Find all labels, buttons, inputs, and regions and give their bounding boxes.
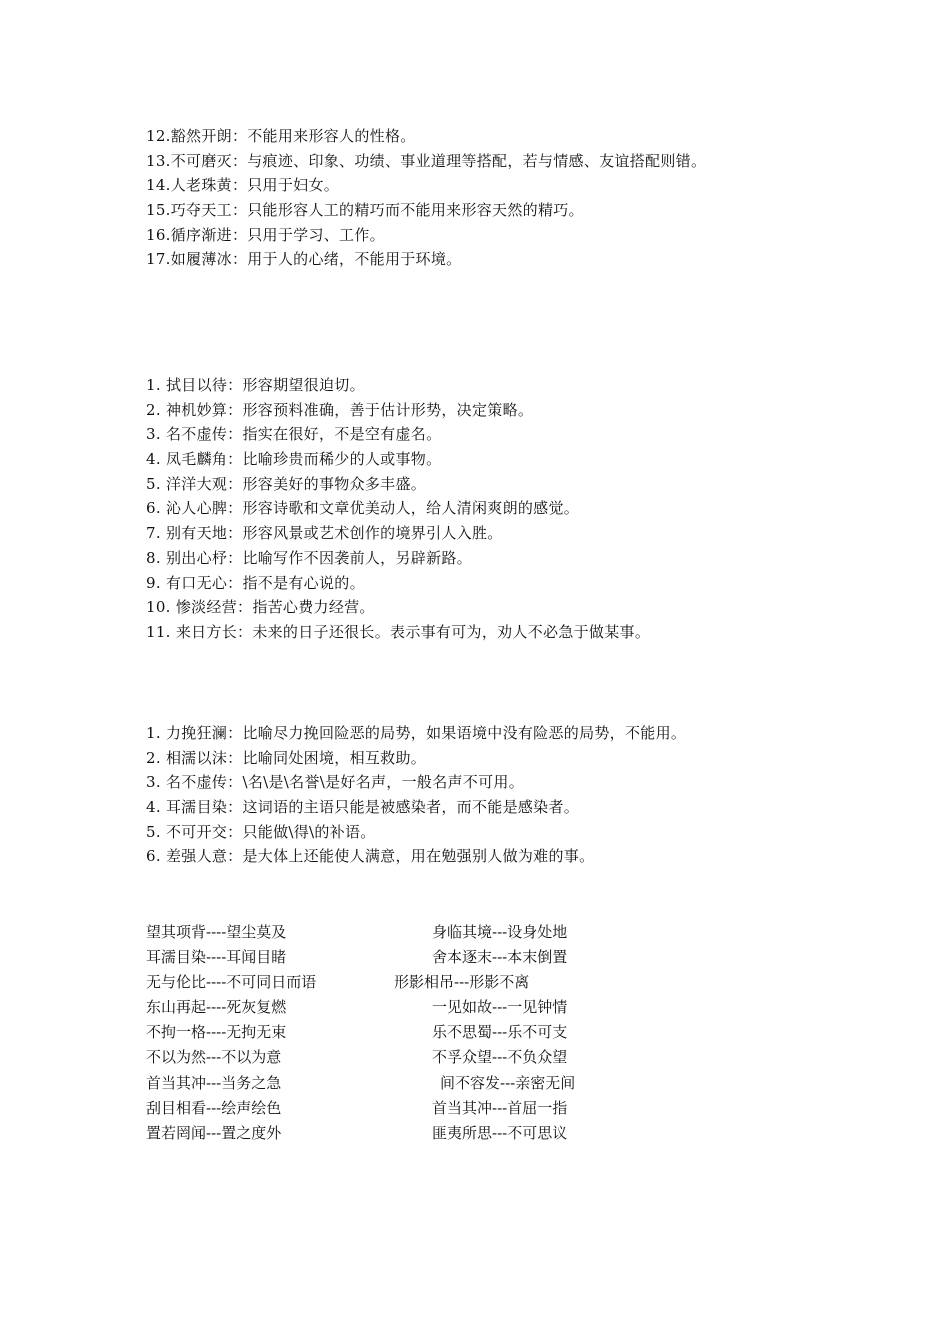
pair-row [146, 1071, 706, 1096]
pair-right: 不孚众望---不负众望 [432, 1048, 568, 1067]
idiom-usage-list-1 [146, 124, 906, 272]
pair-row [146, 1020, 706, 1045]
list-item: 15.巧夺天工：只能形容人工的精巧而不能用来形容天然的精巧。 [146, 201, 584, 220]
pair-row [146, 1121, 706, 1146]
pair-right: 舍本逐末---本末倒置 [432, 948, 568, 967]
idiom-usage-list-2 [146, 721, 906, 869]
list-item: 5. 不可开交：只能做\得\的补语。 [146, 822, 376, 841]
pair-right: 身临其境---设身处地 [432, 923, 568, 941]
list-item: 6. 差强人意：是大体上还能使人满意，用在勉强别人做为难的事。 [146, 847, 595, 866]
pair-left: 无与伦比----不可同日而语 [146, 973, 317, 992]
list-item: 8. 别出心杼：比喻写作不因袭前人，另辟新路。 [146, 548, 472, 567]
pair-right: 形影相吊---形影不离 [394, 973, 530, 992]
list-item: 5. 洋洋大观：形容美好的事物众多丰盛。 [146, 474, 427, 493]
list-item: 11. 来日方长：未来的日子还很长。表示事有可为，劝人不必急于做某事。 [146, 622, 651, 641]
list-item: 2. 神机妙算：形容预料准确，善于估计形势，决定策略。 [146, 400, 534, 419]
pair-right: 匪夷所思---不可思议 [432, 1123, 568, 1142]
pair-row [146, 945, 706, 970]
idiom-meaning-list [146, 373, 906, 645]
list-item: 4. 耳濡目染：这词语的主语只能是被感染者，而不能是感染者。 [146, 798, 580, 817]
pair-left: 不拘一格----无拘无束 [146, 1023, 287, 1042]
pair-row [146, 970, 706, 995]
pair-left: 刮目相看---绘声绘色 [146, 1098, 282, 1117]
list-item: 10. 惨淡经营：指苦心费力经营。 [146, 598, 375, 617]
pair-left: 东山再起----死灰复燃 [146, 998, 287, 1017]
pair-right: 乐不思蜀---乐不可支 [432, 1023, 568, 1042]
pair-row [146, 1096, 706, 1121]
list-item: 9. 有口无心：指不是有心说的。 [146, 573, 365, 592]
pair-left: 置若罔闻---置之度外 [146, 1123, 282, 1142]
pair-row [146, 920, 706, 945]
list-item: 13.不可磨灭：与痕迹、印象、功绩、事业道理等搭配，若与情感、友谊搭配则错。 [146, 151, 707, 170]
pair-left: 首当其冲---当务之急 [146, 1073, 282, 1092]
list-item: 1. 力挽狂澜：比喻尽力挽回险恶的局势，如果语境中没有险恶的局势，不能用。 [146, 724, 687, 742]
list-item: 1. 拭目以待：形容期望很迫切。 [146, 376, 365, 394]
list-item: 4. 凤毛麟角：比喻珍贵而稀少的人或事物。 [146, 450, 442, 469]
pair-right: 首当其冲---首屈一指 [432, 1098, 568, 1117]
list-item: 17.如履薄冰：用于人的心绪，不能用于环境。 [146, 250, 462, 269]
list-item: 7. 别有天地：形容风景或艺术创作的境界引人入胜。 [146, 524, 503, 543]
pair-left: 不以为然---不以为意 [146, 1048, 282, 1067]
list-item: 12.豁然开朗：不能用来形容人的性格。 [146, 127, 416, 145]
list-item: 2. 相濡以沫：比喻同处困境，相互救助。 [146, 748, 427, 767]
list-item: 3. 名不虚传：\名\是\名誉\是好名声，一般名声不可用。 [146, 773, 524, 792]
list-item: 16.循序渐进：只用于学习、工作。 [146, 225, 385, 244]
list-item: 3. 名不虚传：指实在很好，不是空有虚名。 [146, 425, 442, 444]
idiom-pairs-list [146, 920, 706, 1146]
pair-left: 耳濡目染----耳闻目睹 [146, 948, 287, 967]
pair-left: 望其项背----望尘莫及 [146, 923, 287, 941]
pair-right: 间不容发---亲密无间 [440, 1073, 576, 1092]
pair-right: 一见如故---一见钟情 [432, 998, 568, 1017]
list-item: 14.人老珠黄：只用于妇女。 [146, 176, 340, 195]
pair-row [146, 1045, 706, 1070]
list-item: 6. 沁人心脾：形容诗歌和文章优美动人，给人清闲爽朗的感觉。 [146, 499, 580, 518]
pair-row [146, 995, 706, 1020]
